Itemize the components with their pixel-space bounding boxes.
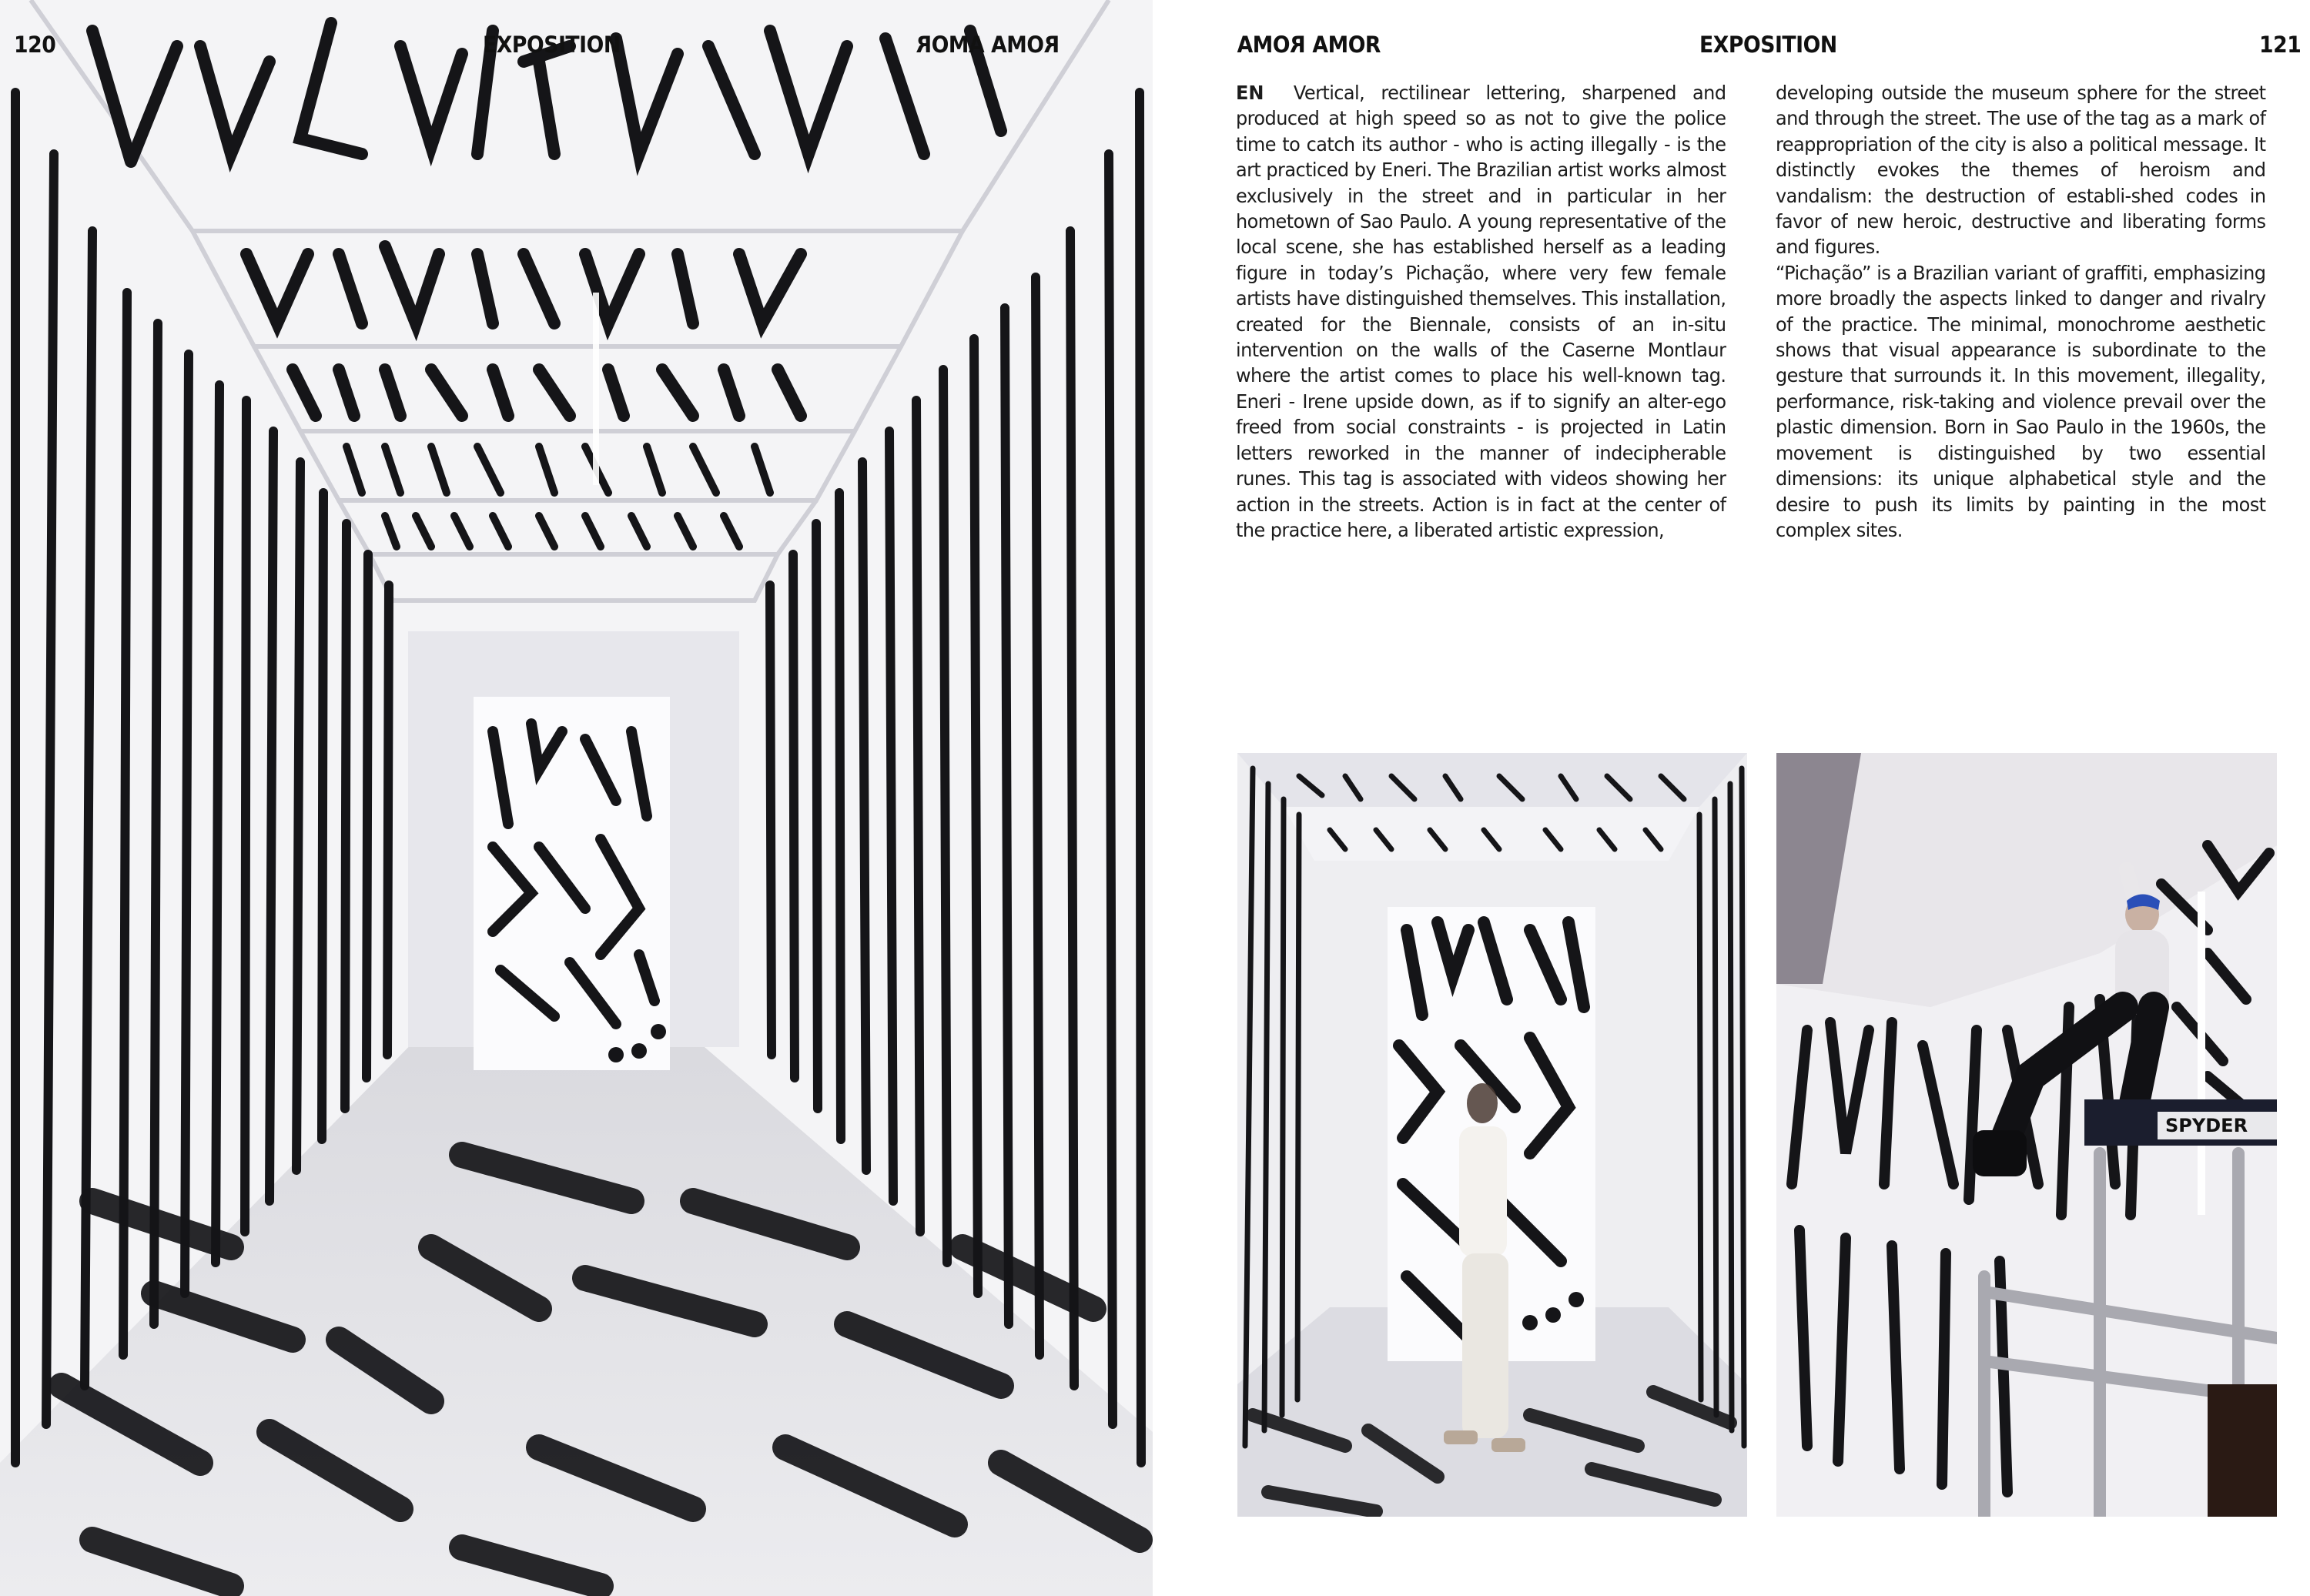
page-number-left: 120 (14, 32, 56, 58)
article-column-2 (1776, 80, 2265, 543)
photo-walking-figure (1237, 753, 1747, 1517)
left-page (0, 0, 1153, 1596)
corridor-installation-photo (0, 0, 1153, 1596)
title-normal-part: ROMA (991, 32, 1060, 58)
title-mirrored-part: AMOR (916, 32, 985, 58)
magazine-title-right (1237, 29, 1381, 60)
scaffold-sign: SPYDER (2165, 1115, 2248, 1136)
column-1-text: Vertical, rectilinear lettering, sharpened and produced at high speed so as not to give the police time to catch its author - who is acting illegally - is the art practiced by Eneri. The Brazilian artist works almost exclusively in the street and in particular in her hometown of Sao Paulo. A young representative of the local scene, she has established herself as a leading figure in today’s Pichação, where very few female artists have distinguished themselves. This installation, created for the Biennale, consists of an in-situ intervention on the walls of the Caserne Montlaur where the artist comes to place his well-known tag. Eneri - Irene upside down, as if to signify an alter-ego freed from social constraints - is projected in Latin letters reworked in the manner of indecipherable runes. This tag is associated with videos showing her action in the streets. Action is in fact at the center of the practice here, a liberated artistic expression, (1236, 82, 1726, 541)
photo-icon (0, 0, 1153, 1596)
photo-icon (1237, 753, 1747, 1517)
article-column-1 (1236, 80, 1726, 543)
title-mirrored-part: ROMA (1237, 32, 1306, 58)
page-number-right: 121 (2259, 32, 2302, 58)
title-normal-part: AMOR (1312, 32, 1381, 58)
section-title-left: EXPOSITION (483, 32, 621, 58)
section-title-right: EXPOSITION (1699, 32, 1837, 58)
article-paragraph: developing outside the museum sphere for the street and through the street. The use of the tag as a mark of reappropriation of the city is also a political message. It distinctly evokes the themes of heroism and vandalism: the destruction of establi-shed codes in favor of new heroic, destructive and liberating forms and figures. (1776, 82, 2266, 259)
article-paragraph (1236, 80, 1726, 543)
language-tag: EN (1236, 82, 1264, 104)
photo-icon (1776, 753, 2277, 1517)
right-page (1153, 0, 2310, 1596)
photo-artist-on-scaffold (1776, 753, 2277, 1517)
magazine-title-left (916, 29, 1060, 60)
article-paragraph: “Pichação” is a Brazilian variant of graffiti, emphasizing more broadly the aspects linked to danger and rivalry of the practice. The minimal, monochrome aesthetic shows that visual appearance is subordinate to the gesture that surrounds it. In this movement, illegality, performance, risk-taking and violence prevail over the plastic dimension. Born in Sao Paulo in the 1960s, the movement is distinguished by two essential dimensions: its unique alphabetical style and the desire to push its limits by painting in the most complex sites. (1776, 261, 2266, 541)
